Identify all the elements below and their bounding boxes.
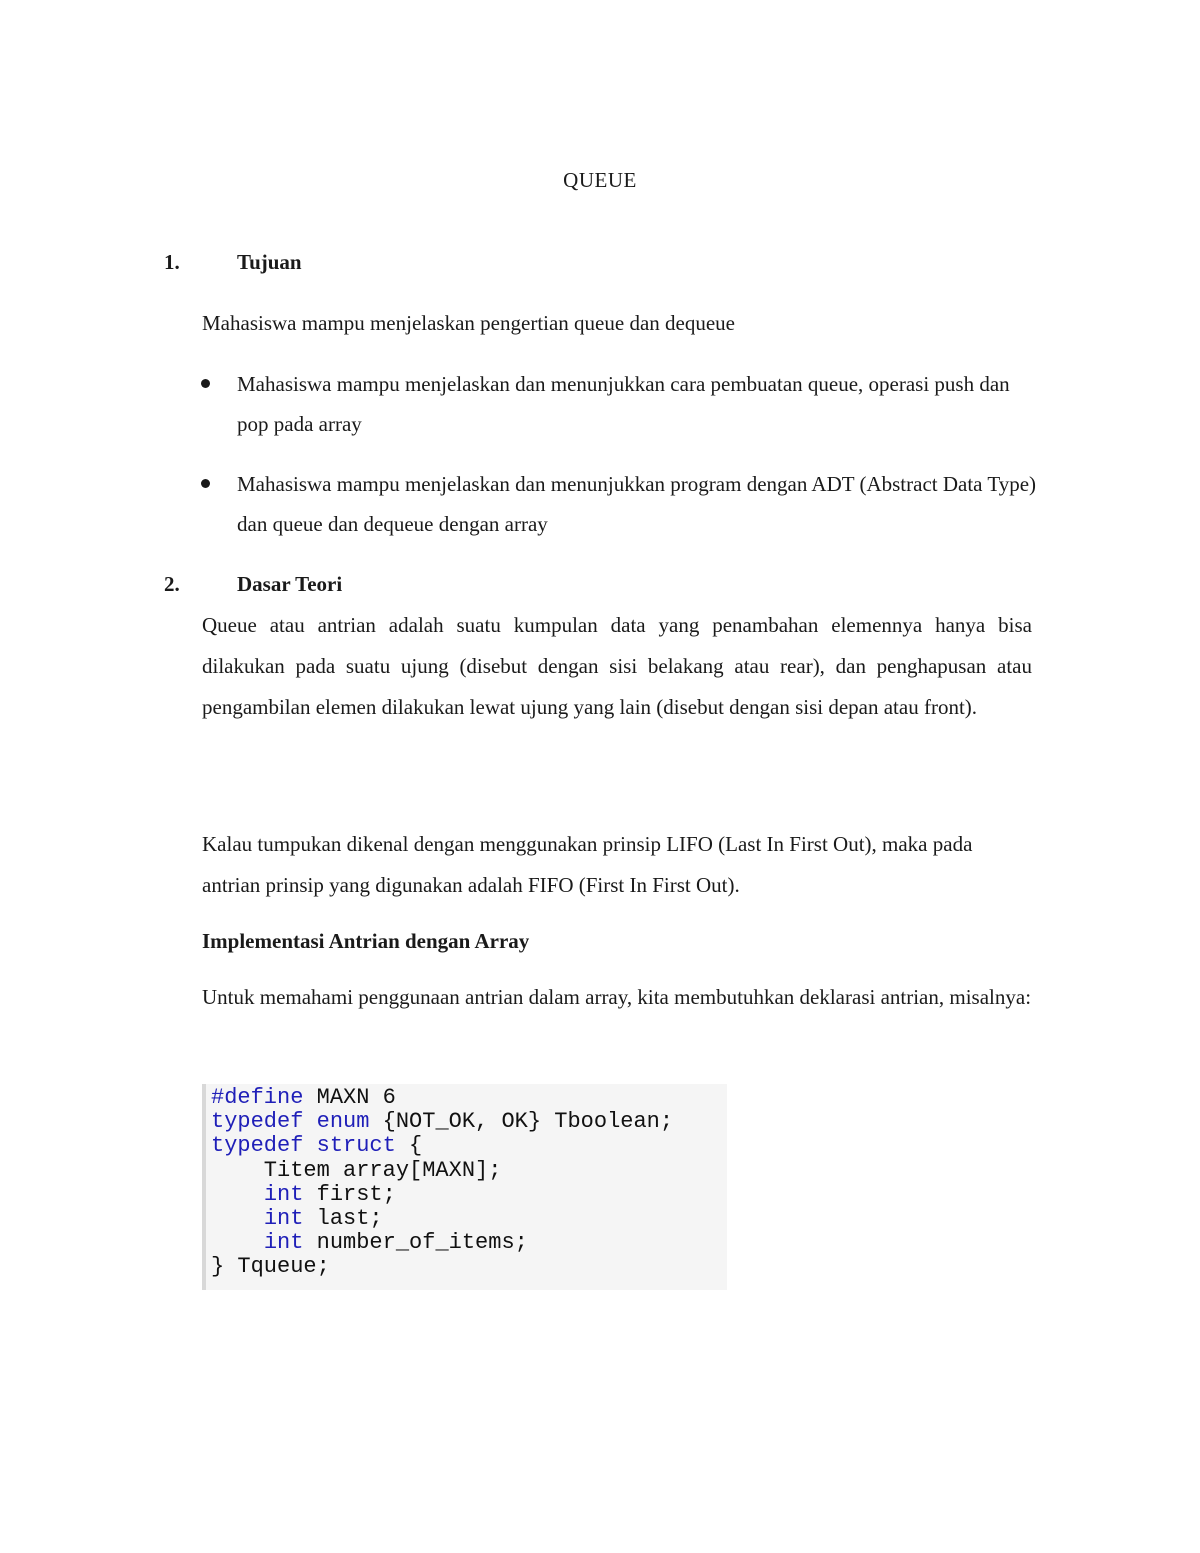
code-line-3: typedef struct { [211,1133,423,1159]
bullet-icon [201,379,210,388]
code-line-7: int number_of_items; [263,1230,528,1256]
section-2-paragraph-1: Queue atau antrian adalah suatu kumpulan data yang penambahan elemennya hanya bisa dilakukan pada suatu ujung (disebut dengan sisi belakang atau rear), dan penghapusan atau pengambilan elemen dilakukan lewat ujung yang lain (disebut dengan sisi depan atau front). [202,613,1032,719]
bullet-item-2: Mahasiswa mampu menjelaskan dan menunjukkan program dengan ADT (Abstract Data Type) dan queue dan dequeue dengan array [237,472,1037,536]
section-2-heading: Dasar Teori [237,572,343,596]
code-line-8: } Tqueue; [211,1254,330,1280]
code-snippet [202,1084,727,1290]
section-2-number: 2. [164,572,180,596]
section-2-paragraph-2: Kalau tumpukan dikenal dengan menggunakan prinsip LIFO (Last In First Out), maka pada antrian prinsip yang digunakan adalah FIFO (First In First Out). [202,832,973,897]
bullet-icon [201,479,210,488]
section-1-intro: Mahasiswa mampu menjelaskan pengertian queue dan dequeue [202,311,735,335]
bullet-item-1: Mahasiswa mampu menjelaskan dan menunjukkan cara pembuatan queue, operasi push dan pop pada array [237,372,1010,436]
implementation-heading: Implementasi Antrian dengan Array [202,929,530,953]
code-line-4: Titem array[MAXN]; [211,1157,502,1183]
implementation-paragraph: Untuk memahami penggunaan antrian dalam array, kita membutuhkan deklarasi antrian, misalnya: [202,985,1032,1009]
page-title: QUEUE [563,168,637,192]
code-line-2: typedef enum {NOT_OK, OK} Tboolean; [211,1109,674,1135]
code-line-6: int last; [263,1206,383,1232]
section-1-number: 1. [164,250,180,274]
code-line-1: #define MAXN 6 [211,1085,396,1110]
code-line-5: int first; [263,1181,396,1207]
section-1-heading: Tujuan [237,250,302,274]
